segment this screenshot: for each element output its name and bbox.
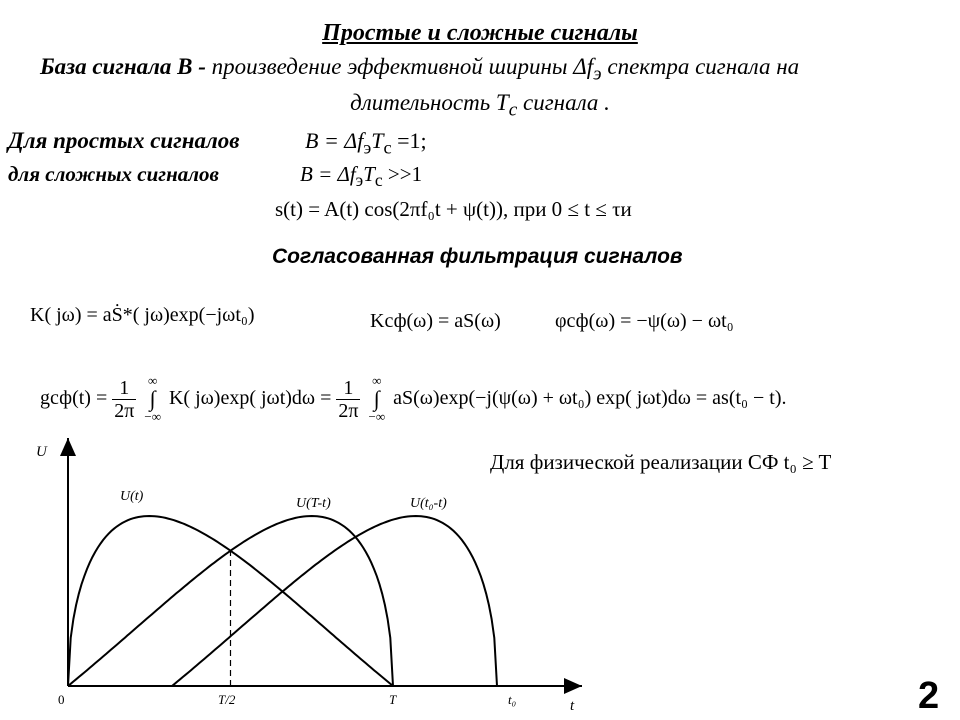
integral-2 (368, 374, 385, 425)
fraction-2 (336, 377, 360, 422)
simple-formula-mid: T (371, 128, 384, 153)
curve-label-u-t0-minus-t: U(t₀-t) (410, 496, 447, 511)
g-mid: K( jω)exp( jωt)dω = (168, 386, 332, 409)
tick-label-t0: t₀ (508, 692, 517, 707)
page-title: Простые и сложные сигналы (322, 20, 638, 46)
integral-1-sign: ∫ (149, 386, 156, 412)
simple-signals-label: Для простых сигналов (8, 128, 240, 153)
signal-base-definition-cont (0, 90, 960, 122)
integral-1-bottom: −∞ (144, 409, 161, 425)
definition-text-4: сигнала . (517, 90, 610, 115)
simple-formula-post: =1; (391, 128, 427, 153)
integral-1 (144, 374, 161, 425)
fraction-1-den: 2π (114, 399, 135, 422)
simple-formula-pre: B = Δf (305, 128, 364, 153)
impulse-response-formula (40, 374, 787, 425)
fraction-1 (112, 377, 136, 422)
complex-signals-formula (300, 162, 422, 191)
simple-signals-formula (305, 128, 427, 158)
phase-response-formula: φсф(ω) = −ψ(ω) − ωt₀ (555, 310, 734, 332)
x-axis-label: t (570, 698, 575, 714)
amplitude-response-formula: Kсф(ω) = aS(ω) (370, 310, 501, 332)
definition-term: База сигнала B - (40, 54, 212, 79)
physical-realization-note: Для физической реализации СФ t₀ ≥ T (490, 450, 832, 474)
y-axis-label: U (36, 444, 47, 460)
curve-label-u-t: U(t) (120, 489, 144, 504)
integral-2-top: ∞ (372, 373, 382, 388)
complex-formula-sub-e: э (355, 170, 364, 191)
tick-label-period: T (389, 692, 397, 707)
definition-sub-1: э (593, 63, 602, 85)
curve-u-t0-minus-t (172, 516, 497, 686)
definition-text-2: спектра сигнала на (601, 54, 800, 79)
page-number: 2 (918, 675, 940, 717)
tick-label-half-period: T/2 (218, 692, 236, 707)
tick-label-zero: 0 (58, 692, 65, 707)
transfer-function-formula: K( jω) = aṠ*( jω)exp(−jωt₀) (30, 304, 255, 326)
signal-formula: s(t) = A(t) cos(2πf₀t + ψ(t)), при 0 ≤ t ≤ τи (275, 197, 632, 221)
g-right: aS(ω)exp(−j(ψ(ω) + ωt₀) exp( jωt)dω = as(t₀ − t). (393, 386, 787, 409)
integral-1-top: ∞ (148, 373, 158, 388)
complex-formula-pre: B = Δf (300, 162, 356, 186)
curve-label-u-T-minus-t: U(T-t) (296, 496, 331, 511)
fraction-1-num: 1 (112, 377, 136, 400)
signal-base-definition (40, 54, 799, 86)
definition-text-1: произведение эффективной ширины Δf (211, 54, 594, 79)
complex-formula-sub-c: c (374, 170, 383, 191)
integral-2-sign: ∫ (373, 386, 380, 412)
integral-2-bottom: −∞ (368, 409, 386, 425)
simple-formula-sub-e: э (363, 137, 372, 158)
signal-graph (0, 430, 620, 720)
fraction-2-den: 2π (338, 399, 359, 422)
g-left: gсф(t) = (40, 386, 108, 409)
definition-text-3: длительность T (350, 90, 509, 115)
definition-sub-2: c (508, 99, 518, 121)
section-heading: Согласованная фильтрация сигналов (272, 245, 683, 268)
complex-formula-mid: T (363, 162, 375, 186)
complex-formula-post: >>1 (382, 162, 423, 186)
fraction-2-num: 1 (336, 377, 360, 400)
simple-formula-sub-c: c (383, 137, 392, 158)
complex-signals-label: для сложных сигналов (8, 162, 219, 186)
